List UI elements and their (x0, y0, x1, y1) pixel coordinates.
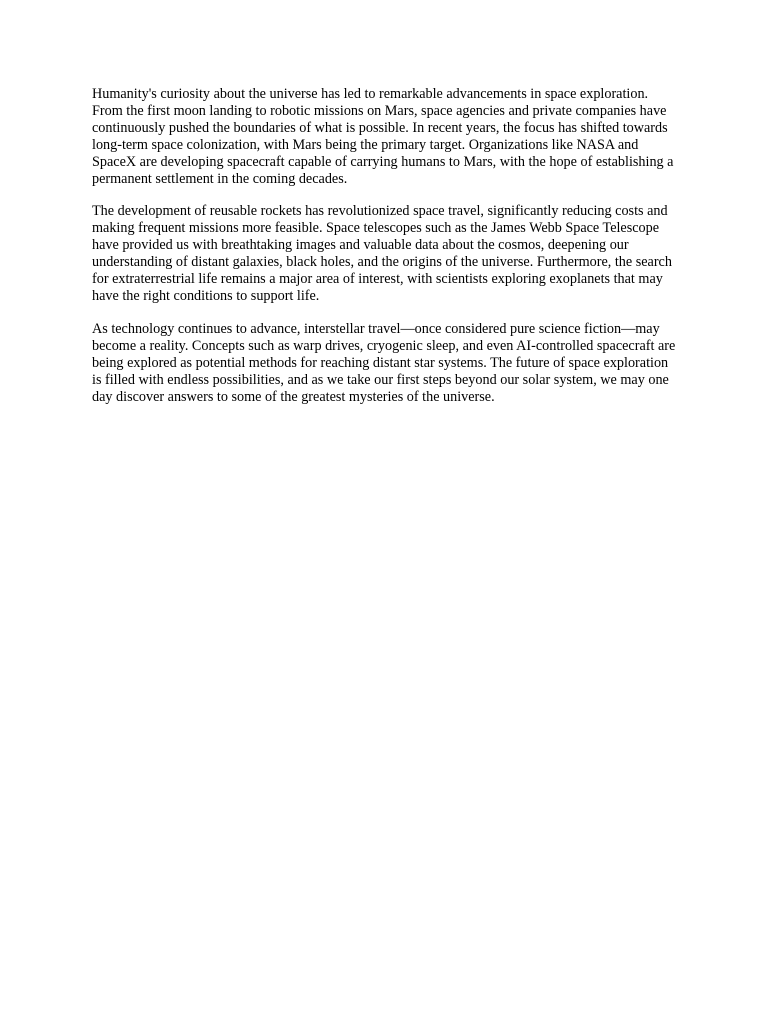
paragraph-2: The development of reusable rockets has revolutionized space travel, significantly reducing costs and making frequent missions more feasible. Space telescopes such as the James Webb Space Telescope have provided us with breathtaking images and valuable data about the cosmos, deepening our understanding of distant galaxies, black holes, and the origins of the universe. Furthermore, the search for extraterrestrial life remains a major area of interest, with scientists exploring exoplanets that may have the right conditions to support life. (92, 203, 672, 304)
paragraph-1: Humanity's curiosity about the universe has led to remarkable advancements in space exploration. From the first moon landing to robotic missions on Mars, space agencies and private companies have continuously pushed the boundaries of what is possible. In recent years, the focus has shifted towards long-term space colonization, with Mars being the primary target. Organizations like NASA and SpaceX are developing spacecraft capable of carrying humans to Mars, with the hope of establishing a permanent settlement in the coming decades. (92, 86, 674, 187)
paragraph-3: As technology continues to advance, interstellar travel—once considered pure science fiction—may become a reality. Concepts such as warp drives, cryogenic sleep, and even AI-controlled spacecraft are being explored as potential methods for reaching distant star systems. The future of space exploration is filled with endless possibilities, and as we take our first steps beyond our solar system, we may one day discover answers to some of the greatest mysteries of the universe. (92, 320, 676, 405)
document-body (92, 86, 680, 421)
